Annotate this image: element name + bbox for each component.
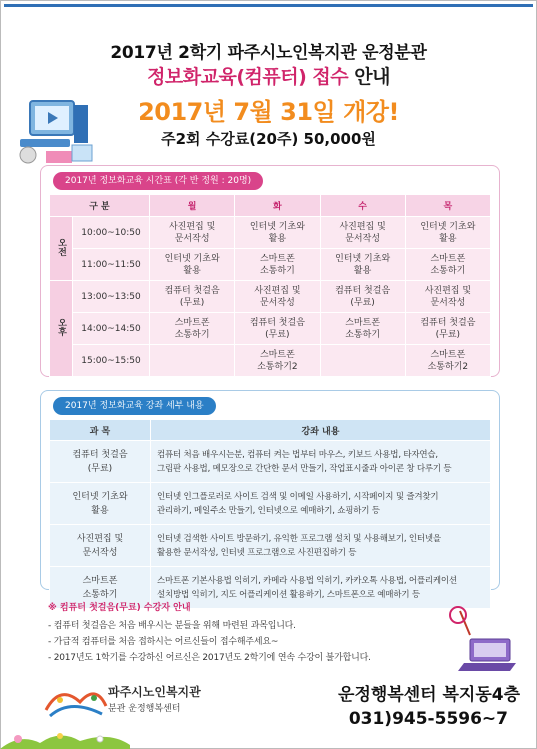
col-subject: 과 목: [50, 420, 151, 441]
top-rule: [4, 4, 533, 7]
col-thu: 목: [405, 195, 490, 217]
content-cell: 인터넷 인그플로러로 사이트 검색 및 이메일 사용하기, 시작페이지 및 즐겨찾기 관리하기, 메일주소 만들기, 인터넷으로 예매하기, 쇼핑하기 등: [151, 483, 491, 525]
laptop-illustration: [440, 605, 520, 675]
class-cell: 컴퓨터 첫걸음 (무료): [150, 281, 235, 313]
grass-decoration: [0, 727, 537, 749]
content-cell: 스마트폰 기본사용법 익히기, 카메라 사용법 익히기, 카카오톡 사용법, 어플리케이션 설치방법 익히기, 지도 어플리케이션 활용하기, 스마트폰으로 예매하기 등: [151, 567, 491, 609]
schedule-table: [49, 194, 491, 377]
subject-cell: 스마트폰 소통하기: [50, 567, 151, 609]
class-cell: 스마트폰 소통하기: [235, 249, 320, 281]
col-mon: 월: [150, 195, 235, 217]
class-cell: 사진편집 및 문서작성: [320, 217, 405, 249]
title-line2-highlight: 정보화교육(컴퓨터) 접수: [147, 66, 349, 88]
class-cell: 스마트폰 소통하기: [150, 313, 235, 345]
class-cell: 사진편집 및 문서작성: [150, 217, 235, 249]
class-cell: 인터넷 기초와 활용: [320, 249, 405, 281]
col-tue: 화: [235, 195, 320, 217]
detail-tag: 2017년 정보화교육 강좌 세부 내용: [53, 397, 216, 415]
time-cell: 11:00~11:50: [73, 249, 150, 281]
class-cell: 사진편집 및 문서작성: [405, 281, 490, 313]
org-name: 파주시노인복지관: [108, 685, 201, 699]
title-line1: 2017년 2학기 파주시노인복지관 운정분관: [110, 43, 427, 63]
class-cell: 스마트폰 소통하기: [320, 313, 405, 345]
time-cell: 15:00~15:50: [73, 345, 150, 377]
period-pm: 오후: [50, 281, 73, 377]
time-cell: 13:00~13:50: [73, 281, 150, 313]
title-line2-rest: 안내: [348, 66, 390, 88]
note-line: - 컴퓨터 첫걸음은 처음 배우시는 분들을 위해 마련된 과목입니다.: [48, 621, 296, 631]
class-cell: 스마트폰 소통하기2: [235, 345, 320, 377]
col-division: 구 분: [50, 195, 150, 217]
subject-cell: 인터넷 기초와 활용: [50, 483, 151, 525]
class-cell: 인터넷 기초와 활용: [235, 217, 320, 249]
time-cell: 14:00~14:50: [73, 313, 150, 345]
class-cell: 인터넷 기초와 활용: [150, 249, 235, 281]
schedule-tag: 2017년 정보화교육 시간표 (각 반 정원 : 20명): [53, 172, 263, 190]
col-wed: 수: [320, 195, 405, 217]
center-location: 운정행복센터 복지동4층: [338, 685, 520, 705]
schedule-panel: [40, 165, 500, 377]
opening-date: 2017년 7월 31일 개강!: [138, 98, 399, 126]
class-cell: [320, 345, 405, 377]
branch-name: 분관 운정행복센터: [108, 704, 181, 714]
time-cell: 10:00~10:50: [73, 217, 150, 249]
class-cell: 사진편집 및 문서작성: [235, 281, 320, 313]
note-line: - 2017년도 1학기를 수강하신 어르신은 2017년도 2학기에 연속 수강이 불가합니다.: [48, 653, 371, 663]
title-line2: [0, 62, 537, 89]
period-am: 오전: [50, 217, 73, 281]
col-content: 강좌 내용: [151, 420, 491, 441]
notes-section: [48, 600, 448, 666]
class-cell: 인터넷 기초와 활용: [405, 217, 490, 249]
fee-info: 주2회 수강료(20주) 50,000원: [161, 130, 376, 148]
detail-panel: [40, 390, 500, 600]
subject-cell: 사진편집 및 문서작성: [50, 525, 151, 567]
notes-title: ※ 컴퓨터 첫걸음(무료) 수강자 안내: [48, 603, 191, 613]
class-cell: 스마트폰 소통하기: [405, 249, 490, 281]
phone-number: 031)945-5596~7: [348, 709, 508, 729]
content-cell: 인터넷 검색한 사이트 방문하기, 유익한 프로그램 설치 및 사용해보기, 인터넷을 활용한 문서작성, 인터넷 프로그램으로 사진편집하기 등: [151, 525, 491, 567]
note-line: - 가급적 컴퓨터를 처음 접하시는 어르신들이 접수해주세요~: [48, 637, 279, 647]
class-cell: 컴퓨터 첫걸음 (무료): [405, 313, 490, 345]
detail-table: [49, 419, 491, 609]
class-cell: 컴퓨터 첫걸음 (무료): [320, 281, 405, 313]
class-cell: [150, 345, 235, 377]
subject-cell: 컴퓨터 첫걸음 (무료): [50, 441, 151, 483]
class-cell: 스마트폰 소통하기2: [405, 345, 490, 377]
content-cell: 컴퓨터 처음 배우시는분, 컴퓨터 켜는 법부터 마우스, 키보드 사용법, 타자연습, 그림판 사용법, 메모장으로 간단한 문서 만들기, 작업표시줄과 아이콘 창 다루기 등: [151, 441, 491, 483]
class-cell: 컴퓨터 첫걸음 (무료): [235, 313, 320, 345]
